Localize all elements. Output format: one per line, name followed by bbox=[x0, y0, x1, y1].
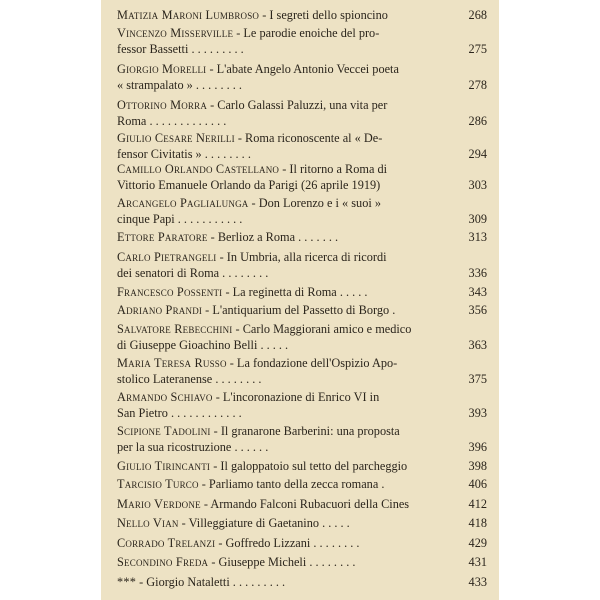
toc-entry bbox=[117, 98, 487, 129]
toc-entry-title: Adriano Prandi - L'antiquarium del Passetto di Borgo . bbox=[117, 303, 396, 317]
toc-line bbox=[117, 575, 487, 591]
toc-entry-title: Vincenzo Misserville - Le parodie enoiche del pro- bbox=[117, 26, 380, 40]
toc-entry-title: Ottorino Morra - Carlo Galassi Paluzzi, una vita per bbox=[117, 98, 388, 112]
toc-entry bbox=[117, 8, 487, 24]
toc-line bbox=[117, 178, 487, 194]
toc-entry bbox=[117, 555, 487, 571]
toc-entry bbox=[117, 230, 487, 246]
toc-entry-author: Tarcisio Turco bbox=[117, 477, 199, 491]
toc-entry bbox=[117, 536, 487, 552]
toc-line bbox=[117, 162, 487, 178]
toc-entry-author: Armando Schiavo bbox=[117, 390, 213, 404]
toc-line bbox=[117, 230, 487, 246]
toc-entry-author: Nello Vian bbox=[117, 516, 179, 530]
toc-line bbox=[117, 536, 487, 552]
toc-entry bbox=[117, 424, 487, 455]
toc-entry-title: Francesco Possenti - La reginetta di Roma . . . . . bbox=[117, 285, 368, 299]
toc-entry-author: *** bbox=[117, 575, 137, 589]
toc-entry-title: Tarcisio Turco - Parliamo tanto della zecca romana . bbox=[117, 477, 385, 491]
toc-entry-author: Maria Teresa Russo bbox=[117, 356, 227, 370]
toc-entry-title: fensor Civitatis » . . . . . . . . bbox=[117, 146, 251, 161]
toc-entry-page-number: 356 bbox=[468, 303, 487, 317]
toc-entry-title: dei senatori di Roma . . . . . . . . bbox=[117, 265, 269, 280]
toc-entry-title: Secondino Freda - Giuseppe Micheli . . . . . . . . bbox=[117, 555, 356, 569]
toc-entry-page-number: 412 bbox=[468, 497, 487, 511]
toc-entry-page-number: 396 bbox=[468, 439, 487, 454]
toc-line bbox=[117, 266, 487, 282]
toc-entry-title: Ettore Paratore - Berlioz a Roma . . . . . . . bbox=[117, 230, 339, 244]
toc-entry-title: Maria Teresa Russo - La fondazione dell'Ospizio Apo- bbox=[117, 356, 398, 370]
toc-entry-page-number: 278 bbox=[468, 77, 487, 92]
toc-entry-author: Vincenzo Misserville bbox=[117, 26, 234, 40]
toc-line bbox=[117, 62, 487, 78]
toc-line bbox=[117, 424, 487, 440]
toc-entry-title: Camillo Orlando Castellano - Il ritorno a Roma di bbox=[117, 162, 388, 176]
toc-entry-page-number: 433 bbox=[468, 575, 487, 589]
toc-entry-page-number: 431 bbox=[468, 555, 487, 569]
toc-entry-author: Scipione Tadolini bbox=[117, 424, 211, 438]
book-page bbox=[101, 0, 499, 600]
toc-entry-title: Scipione Tadolini - Il granarone Barberini: una proposta bbox=[117, 424, 400, 438]
toc-entry-title: Mario Verdone - Armando Falconi Rubacuori della Cines bbox=[117, 497, 410, 511]
toc-entry bbox=[117, 196, 487, 227]
toc-line bbox=[117, 477, 487, 493]
toc-entry-title: di Giuseppe Gioachino Belli . . . . . bbox=[117, 337, 289, 352]
toc-line bbox=[117, 440, 487, 456]
toc-line bbox=[117, 406, 487, 422]
toc-entry-page-number: 343 bbox=[468, 285, 487, 299]
toc-entry-author: Adriano Prandi bbox=[117, 303, 203, 317]
toc-entry-author: Corrado Trelanzi bbox=[117, 536, 216, 550]
toc-entry-title: Roma . . . . . . . . . . . . . bbox=[117, 113, 227, 128]
toc-line bbox=[117, 372, 487, 388]
toc-entry-title: cinque Papi . . . . . . . . . . . bbox=[117, 211, 243, 226]
toc-entry-title: Giulio Cesare Nerilli - Roma riconoscente al « De- bbox=[117, 131, 383, 145]
toc-entry-title: Armando Schiavo - L'incoronazione di Enrico VI in bbox=[117, 390, 380, 404]
toc-entry-title: Carlo Pietrangeli - In Umbria, alla ricerca di ricordi bbox=[117, 250, 387, 264]
toc-entry bbox=[117, 303, 487, 319]
toc-entry-title: Giorgio Morelli - L'abate Angelo Antonio Veccei poeta bbox=[117, 62, 399, 76]
toc-entry bbox=[117, 26, 487, 57]
toc-entry-author: Secondino Freda bbox=[117, 555, 209, 569]
toc-entry-author: Camillo Orlando Castellano bbox=[117, 162, 280, 176]
toc-entry bbox=[117, 285, 487, 301]
toc-line bbox=[117, 497, 487, 513]
toc-entry-author: Giulio Cesare Nerilli bbox=[117, 131, 235, 145]
toc-line bbox=[117, 196, 487, 212]
toc-line bbox=[117, 26, 487, 42]
toc-entry bbox=[117, 162, 487, 193]
toc-line bbox=[117, 322, 487, 338]
toc-line bbox=[117, 42, 487, 58]
toc-entry bbox=[117, 516, 487, 532]
toc-entry-page-number: 268 bbox=[468, 8, 487, 22]
toc-entry-page-number: 363 bbox=[468, 337, 487, 352]
toc-entry bbox=[117, 62, 487, 93]
toc-entry-page-number: 309 bbox=[468, 211, 487, 226]
toc-entry bbox=[117, 477, 487, 493]
toc-entry-title: fessor Bassetti . . . . . . . . . bbox=[117, 41, 244, 56]
toc-entry-page-number: 398 bbox=[468, 459, 487, 473]
toc-line bbox=[117, 356, 487, 372]
toc-entry-page-number: 286 bbox=[468, 113, 487, 128]
toc-entry-title: San Pietro . . . . . . . . . . . . bbox=[117, 405, 242, 420]
toc-entry-title: Matizia Maroni Lumbroso - I segreti dello spioncino bbox=[117, 8, 388, 22]
toc-line bbox=[117, 131, 487, 147]
toc-entry-page-number: 406 bbox=[468, 477, 487, 491]
toc-line bbox=[117, 147, 487, 163]
toc-entry-page-number: 275 bbox=[468, 41, 487, 56]
toc-entry-title: *** - Giorgio Nataletti . . . . . . . . . bbox=[117, 575, 286, 589]
toc-line bbox=[117, 78, 487, 94]
toc-entry-author: Carlo Pietrangeli bbox=[117, 250, 217, 264]
toc-line bbox=[117, 98, 487, 114]
toc-entry-author: Salvatore Rebecchini bbox=[117, 322, 233, 336]
toc-entry-title: Salvatore Rebecchini - Carlo Maggiorani amico e medico bbox=[117, 322, 412, 336]
toc-entry-page-number: 313 bbox=[468, 230, 487, 244]
toc-entry-author: Matizia Maroni Lumbroso bbox=[117, 8, 260, 22]
toc-entry-page-number: 418 bbox=[468, 516, 487, 530]
toc-entry-page-number: 294 bbox=[468, 146, 487, 161]
toc-entry-author: Giorgio Morelli bbox=[117, 62, 207, 76]
toc-entry-author: Arcangelo Paglialunga bbox=[117, 196, 249, 210]
toc-line bbox=[117, 285, 487, 301]
toc-line bbox=[117, 338, 487, 354]
toc-line bbox=[117, 516, 487, 532]
toc-entry-page-number: 393 bbox=[468, 405, 487, 420]
toc-entry-title: Corrado Trelanzi - Goffredo Lizzani . . . . . . . . bbox=[117, 536, 360, 550]
toc-entry-page-number: 303 bbox=[468, 177, 487, 192]
toc-entry-title: Giulio Tirincanti - Il galoppatoio sul tetto del parcheggio bbox=[117, 459, 408, 473]
toc-entry-title: per la sua ricostruzione . . . . . . bbox=[117, 439, 269, 454]
toc-entry-page-number: 429 bbox=[468, 536, 487, 550]
toc-entry bbox=[117, 497, 487, 513]
toc-line bbox=[117, 212, 487, 228]
toc-entry bbox=[117, 459, 487, 475]
toc-entry-title: Nello Vian - Villeggiature di Gaetanino . . . . . bbox=[117, 516, 350, 530]
toc-line bbox=[117, 555, 487, 571]
toc-line bbox=[117, 303, 487, 319]
toc-entry-page-number: 336 bbox=[468, 265, 487, 280]
toc-entry-page-number: 375 bbox=[468, 371, 487, 386]
toc-line bbox=[117, 390, 487, 406]
toc-line bbox=[117, 114, 487, 130]
toc-entry bbox=[117, 131, 487, 162]
toc-entry-title: Vittorio Emanuele Orlando da Parigi (26 aprile 1919) bbox=[117, 177, 381, 192]
toc-entry-author: Mario Verdone bbox=[117, 497, 201, 511]
toc-entry bbox=[117, 250, 487, 281]
toc-entry bbox=[117, 356, 487, 387]
toc-entry-title: « strampalato » . . . . . . . . bbox=[117, 77, 242, 92]
toc-entry bbox=[117, 322, 487, 353]
toc-entry-title: stolico Lateranense . . . . . . . . bbox=[117, 371, 262, 386]
toc-entry bbox=[117, 390, 487, 421]
toc-line bbox=[117, 250, 487, 266]
toc-entry-author: Ettore Paratore bbox=[117, 230, 208, 244]
toc-entry-author: Giulio Tirincanti bbox=[117, 459, 211, 473]
toc-entry-title: Arcangelo Paglialunga - Don Lorenzo e i « suoi » bbox=[117, 196, 381, 210]
toc-entry-author: Ottorino Morra bbox=[117, 98, 208, 112]
toc-entry-author: Francesco Possenti bbox=[117, 285, 223, 299]
toc-line bbox=[117, 8, 487, 24]
toc-line bbox=[117, 459, 487, 475]
toc-entry bbox=[117, 575, 487, 591]
